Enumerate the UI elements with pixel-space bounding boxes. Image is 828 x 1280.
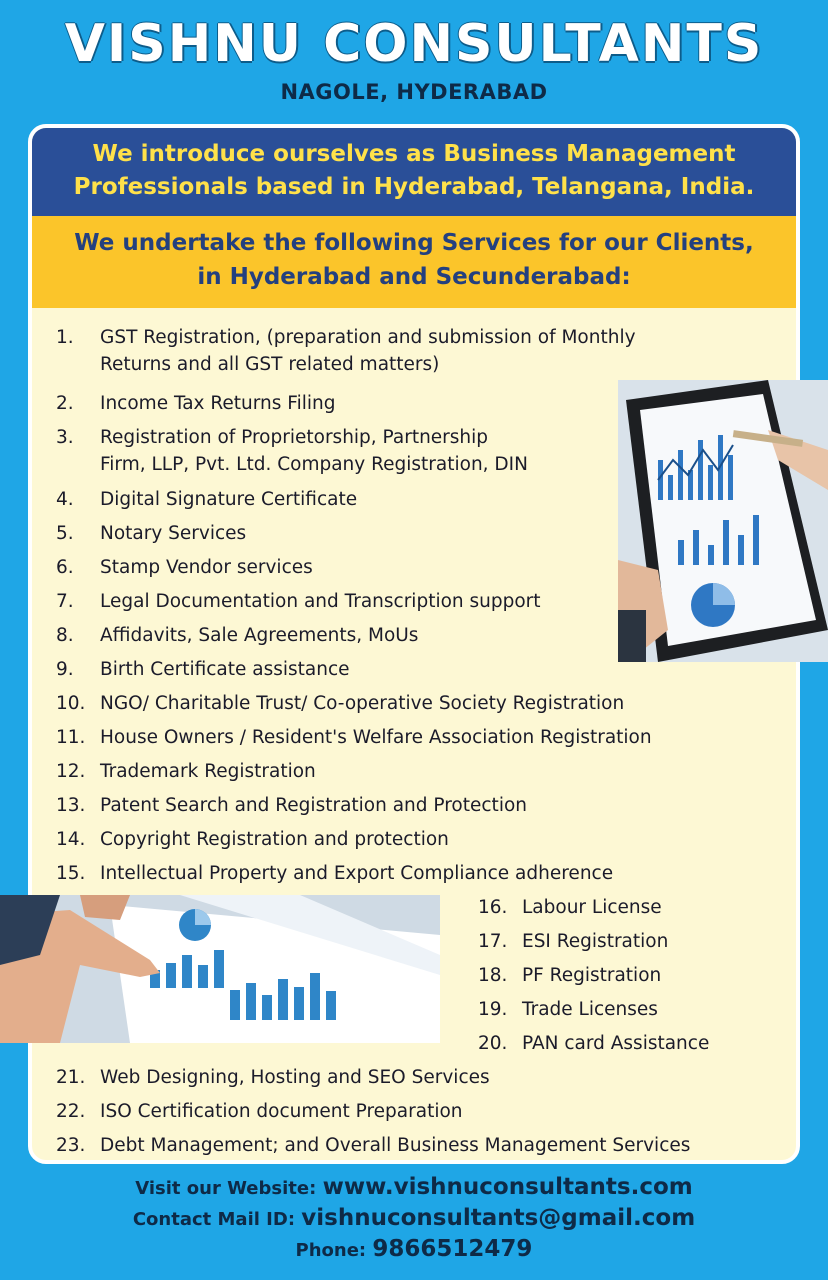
service-text [100, 554, 313, 581]
service-text-line: Web Designing, Hosting and SEO Services [100, 1067, 490, 1088]
service-text-line: Digital Signature Certificate [100, 489, 358, 510]
intro-line-2: Professionals based in Hyderabad, Telangana, India. [73, 174, 755, 200]
service-text [100, 1064, 490, 1091]
service-text-line: Labour License [522, 897, 662, 918]
service-text-line: Patent Search and Registration and Protection [100, 795, 527, 816]
service-text [100, 520, 246, 547]
service-number: 11. [56, 727, 86, 748]
service-number: 12. [56, 761, 86, 782]
service-text [100, 656, 350, 683]
service-number: 13. [56, 795, 86, 816]
service-text [522, 1030, 709, 1057]
service-number: 6. [56, 557, 74, 578]
service-text [100, 588, 541, 615]
service-text [522, 894, 662, 921]
service-text [100, 1098, 463, 1125]
service-number: 7. [56, 591, 74, 612]
service-text [100, 860, 613, 887]
service-number: 19. [478, 999, 508, 1020]
service-text-line: Trade Licenses [522, 999, 658, 1020]
service-text-line: House Owners / Resident's Welfare Association Registration [100, 727, 652, 748]
chart-report-photo [0, 895, 440, 1043]
service-text [100, 792, 527, 819]
phone-number[interactable]: 9866512479 [372, 1236, 533, 1262]
service-text-line: PAN card Assistance [522, 1033, 710, 1054]
service-text [100, 622, 418, 649]
service-number: 16. [478, 897, 508, 918]
service-text-line: ESI Registration [522, 931, 669, 952]
service-text-line: Notary Services [100, 523, 247, 544]
service-number: 22. [56, 1101, 86, 1122]
service-text-line: PF Registration [522, 965, 662, 986]
service-number: 10. [56, 693, 86, 714]
chart-tablet-image [618, 380, 828, 662]
service-text [100, 758, 316, 785]
service-text [100, 324, 636, 378]
service-text-line: NGO/ Charitable Trust/ Co-operative Society Registration [100, 693, 625, 714]
page-title: VISHNU CONSULTANTS [64, 14, 764, 74]
service-text [100, 724, 652, 751]
phone-label: Phone: [295, 1240, 373, 1261]
mail-link[interactable]: vishnuconsultants@gmail.com [301, 1205, 696, 1231]
chart-tablet-photo [618, 380, 828, 662]
service-text-line: Income Tax Returns Filing [100, 393, 336, 414]
services-heading-line-2: in Hyderabad and Secunderabad: [197, 264, 631, 290]
service-number: 14. [56, 829, 86, 850]
service-number: 17. [478, 931, 508, 952]
service-number: 5. [56, 523, 74, 544]
mail-label: Contact Mail ID: [132, 1209, 302, 1230]
location-subtitle: NAGOLE, HYDERABAD [280, 80, 548, 104]
service-number: 15. [56, 863, 86, 884]
service-number: 3. [56, 427, 74, 448]
service-number: 9. [56, 659, 74, 680]
service-number: 20. [478, 1033, 508, 1054]
service-text [100, 1132, 690, 1159]
service-number: 8. [56, 625, 74, 646]
service-text-line: Intellectual Property and Export Compliance adherence [100, 863, 614, 884]
service-text-line: Birth Certificate assistance [100, 659, 350, 680]
service-text-line: Affidavits, Sale Agreements, MoUs [100, 625, 419, 646]
service-text [100, 826, 449, 853]
service-text-line: Firm, LLP, Pvt. Ltd. Company Registration, DIN [100, 454, 528, 475]
service-text [522, 928, 668, 955]
service-number: 1. [56, 327, 74, 348]
service-text-line: GST Registration, (preparation and submission of Monthly [100, 327, 636, 348]
service-text [522, 996, 658, 1023]
mail-line [0, 1205, 828, 1231]
service-text-line: Legal Documentation and Transcription support [100, 591, 541, 612]
intro-line-1: We introduce ourselves as Business Management [92, 141, 736, 167]
website-link[interactable]: www.vishnuconsultants.com [322, 1174, 693, 1200]
service-text-line: Registration of Proprietorship, Partnership [100, 427, 489, 448]
service-text [100, 424, 528, 478]
service-text-line: Returns and all GST related matters) [100, 354, 440, 375]
service-text-line: Stamp Vendor services [100, 557, 313, 578]
chart-report-image [0, 895, 440, 1043]
service-text [100, 690, 624, 717]
service-text-line: Debt Management; and Overall Business Management Services [100, 1135, 691, 1156]
service-number: 2. [56, 393, 74, 414]
website-label: Visit our Website: [135, 1178, 323, 1199]
service-number: 4. [56, 489, 74, 510]
phone-line [0, 1236, 828, 1262]
service-number: 21. [56, 1067, 86, 1088]
services-heading-line-1: We undertake the following Services for our Clients, [74, 230, 754, 256]
service-number: 18. [478, 965, 508, 986]
service-text-line: Trademark Registration [100, 761, 316, 782]
website-line [0, 1174, 828, 1200]
service-text [100, 486, 357, 513]
service-text-line: Copyright Registration and protection [100, 829, 449, 850]
service-text [522, 962, 661, 989]
service-number: 23. [56, 1135, 86, 1156]
service-text [100, 390, 335, 417]
service-text-line: ISO Certification document Preparation [100, 1101, 463, 1122]
